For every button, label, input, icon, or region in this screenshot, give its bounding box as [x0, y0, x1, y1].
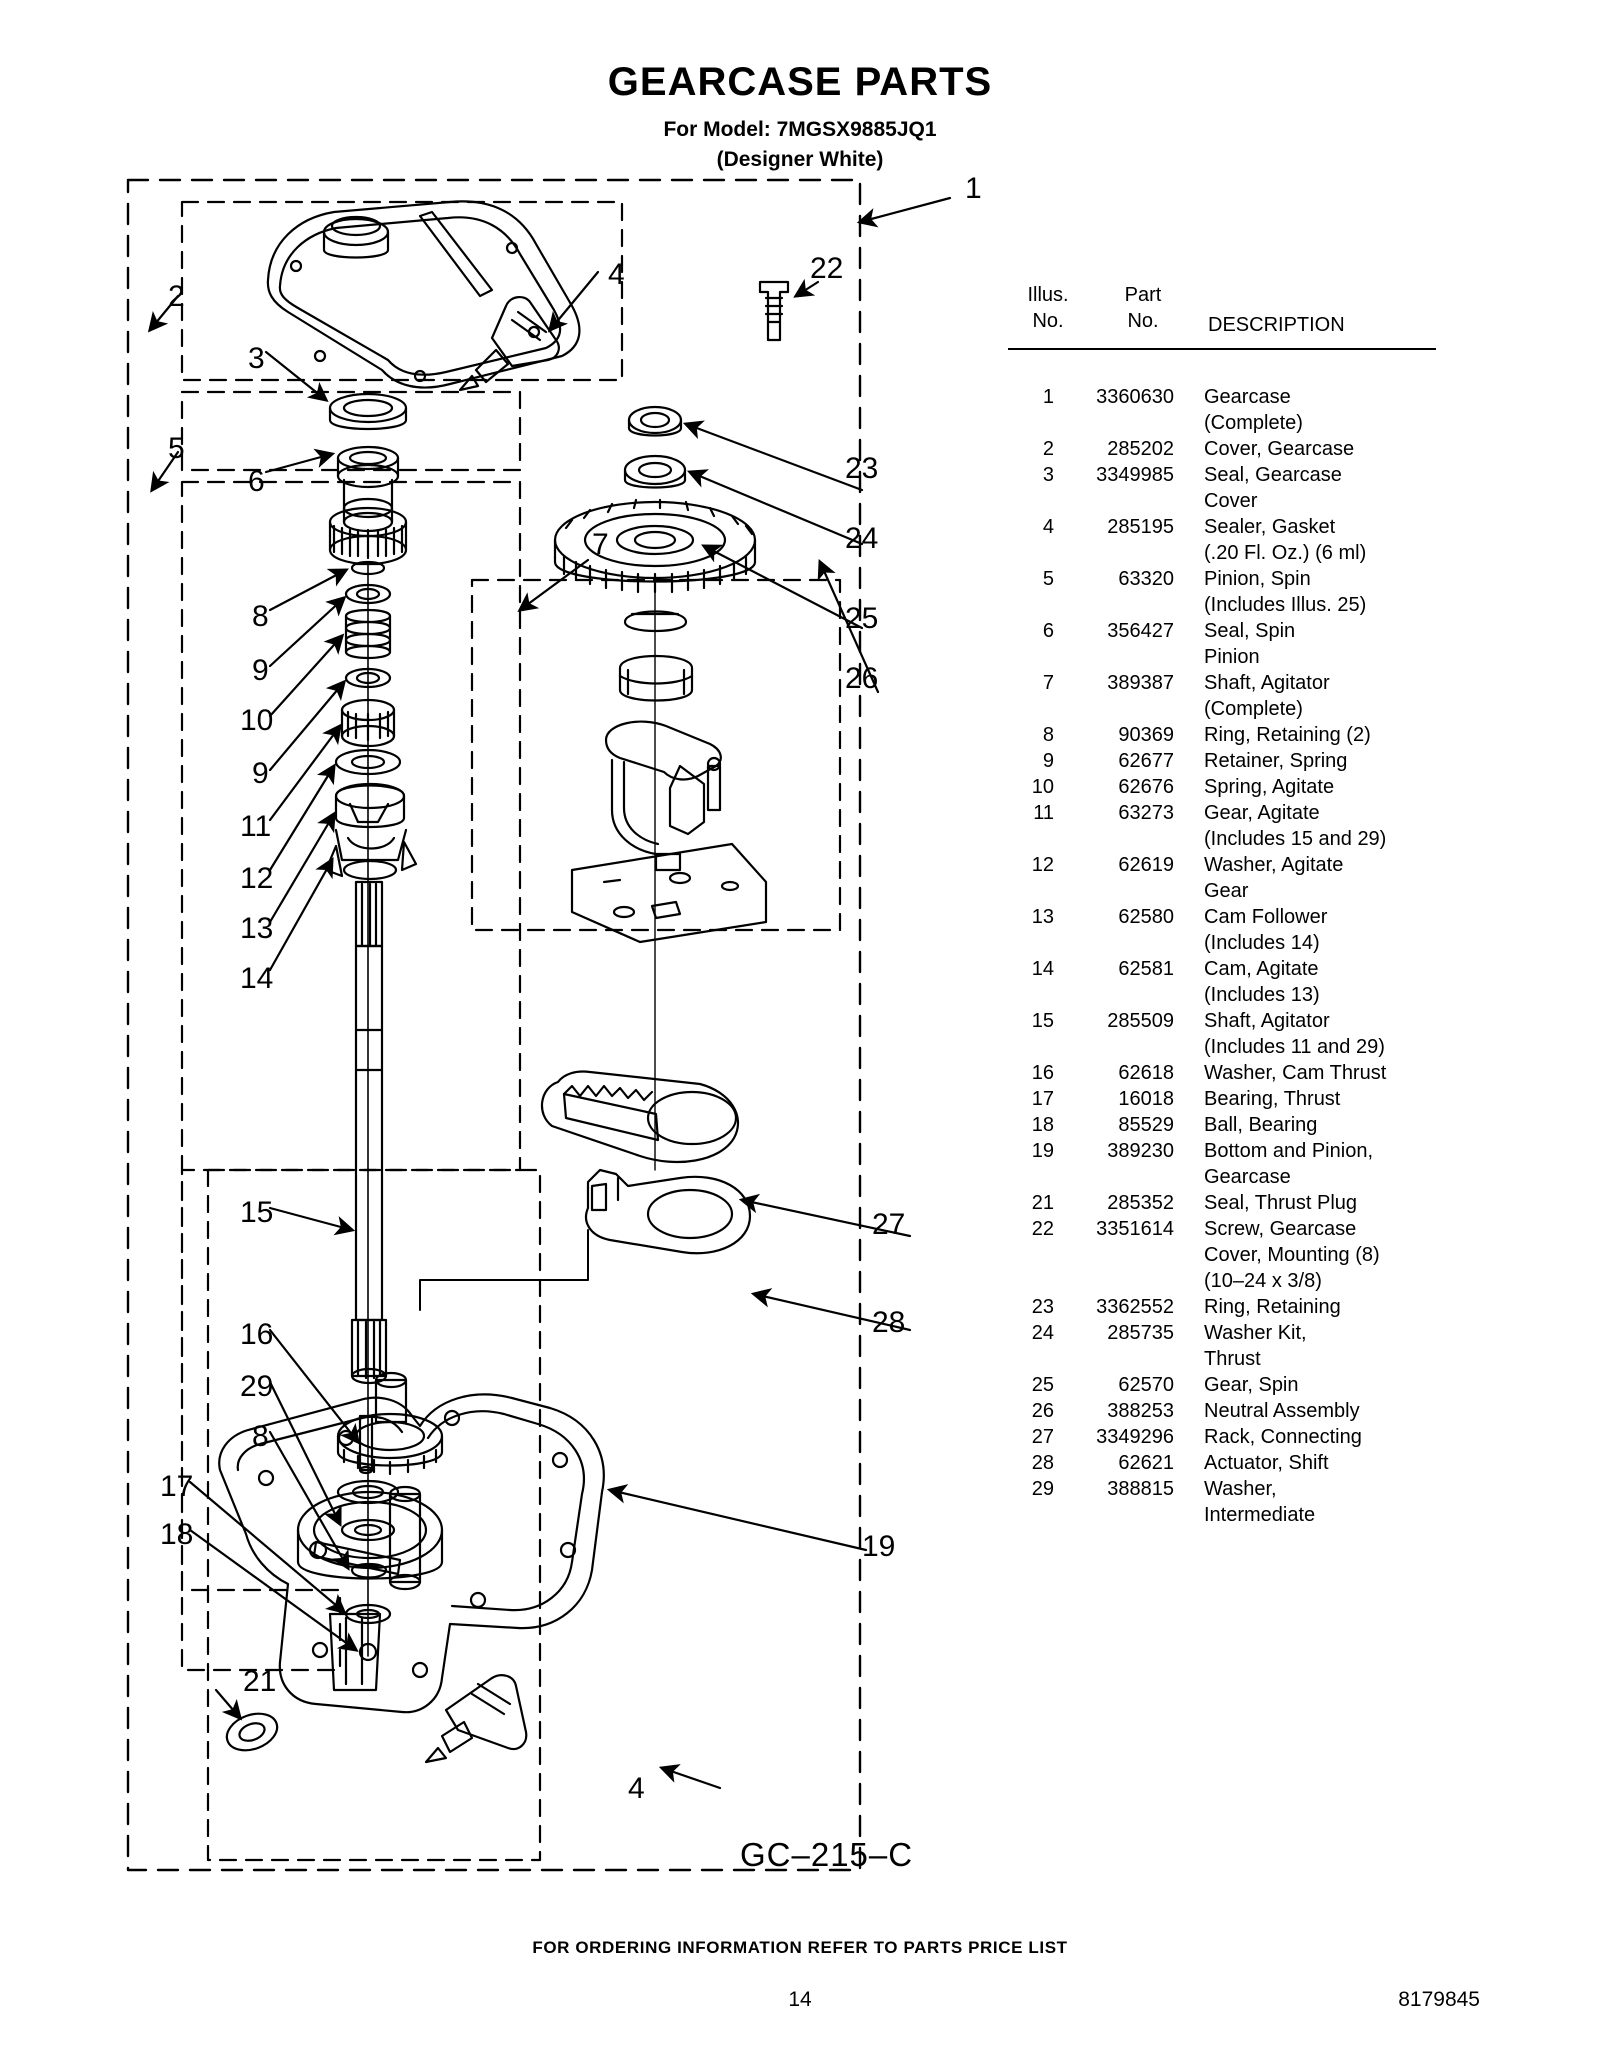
table-row	[1008, 672, 1478, 698]
cell-description: Pinion, Spin	[1204, 568, 1311, 590]
cell-part-no: 388815	[1107, 1478, 1174, 1500]
callout-18: 18	[160, 1518, 194, 1551]
table-row	[1008, 1348, 1478, 1374]
cell-description: Cover, Gearcase	[1204, 438, 1355, 460]
callout-22: 22	[810, 252, 844, 285]
cell-illus-no: 10	[1031, 776, 1054, 798]
cell-illus-no: 15	[1031, 1010, 1054, 1032]
cell-description: (Includes 11 and 29)	[1204, 1036, 1385, 1058]
cell-illus-no: 18	[1031, 1114, 1054, 1136]
cell-description: Pinion	[1204, 646, 1260, 668]
table-row	[1008, 802, 1478, 828]
table-row	[1008, 1114, 1478, 1140]
table-row	[1008, 958, 1478, 984]
cell-description: Thrust	[1204, 1348, 1261, 1370]
callout-3: 3	[248, 342, 265, 375]
cell-part-no: 85529	[1118, 1114, 1174, 1136]
table-row	[1008, 620, 1478, 646]
table-row	[1008, 490, 1478, 516]
cell-description: Gearcase	[1204, 386, 1291, 408]
callout-10: 10	[240, 704, 274, 737]
cell-part-no: 3362552	[1096, 1296, 1174, 1318]
cell-illus-no: 4	[1042, 516, 1054, 538]
cell-description: Shaft, Agitator	[1204, 1010, 1330, 1032]
model-line: For Model: 7MGSX9885JQ1	[663, 118, 937, 141]
cell-illus-no: 17	[1031, 1088, 1054, 1110]
cell-description: (Includes 14)	[1204, 932, 1320, 954]
table-row	[1008, 1010, 1478, 1036]
table-row	[1008, 1478, 1478, 1504]
cell-description: Washer, Cam Thrust	[1204, 1062, 1387, 1084]
cell-part-no: 285202	[1107, 438, 1174, 460]
cell-part-no: 285735	[1107, 1322, 1174, 1344]
cell-description: Gear	[1204, 880, 1249, 902]
cell-description: Ring, Retaining	[1204, 1296, 1341, 1318]
cell-part-no: 63320	[1118, 568, 1174, 590]
cell-description: Washer Kit,	[1204, 1322, 1307, 1344]
cell-description: Gear, Agitate	[1204, 802, 1320, 824]
cell-illus-no: 19	[1031, 1140, 1054, 1162]
table-row	[1008, 1426, 1478, 1452]
cell-part-no: 285352	[1107, 1192, 1174, 1214]
table-row	[1008, 1218, 1478, 1244]
header-part-line1: Part	[1124, 284, 1162, 306]
callout-8-upper: 8	[252, 600, 269, 633]
table-row	[1008, 464, 1478, 490]
cell-part-no: 90369	[1118, 724, 1174, 746]
table-row	[1008, 1036, 1478, 1062]
cell-part-no: 62619	[1118, 854, 1174, 876]
table-header-rule	[1008, 348, 1436, 350]
cell-part-no: 3351614	[1096, 1218, 1174, 1240]
cell-description: Intermediate	[1204, 1504, 1316, 1526]
cell-description: Screw, Gearcase	[1204, 1218, 1357, 1240]
cell-part-no: 389230	[1107, 1140, 1174, 1162]
callout-15: 15	[240, 1196, 274, 1229]
callout-23: 23	[845, 452, 879, 485]
table-row	[1008, 1088, 1478, 1114]
cell-illus-no: 2	[1042, 438, 1054, 460]
callout-4-upper: 4	[608, 258, 625, 291]
parts-table-header	[1008, 282, 1468, 344]
cell-description: Gear, Spin	[1204, 1374, 1299, 1396]
cell-description: Bottom and Pinion,	[1204, 1140, 1373, 1162]
callout-16: 16	[240, 1318, 274, 1351]
table-row	[1008, 724, 1478, 750]
page-title: GEARCASE PARTS	[607, 60, 993, 104]
cell-description: Cover, Mounting (8)	[1204, 1244, 1380, 1266]
callout-6: 6	[248, 465, 265, 498]
table-row	[1008, 516, 1478, 542]
table-row	[1008, 854, 1478, 880]
ordering-note: FOR ORDERING INFORMATION REFER TO PARTS PRICE LIST	[532, 1938, 1068, 1957]
cell-part-no: 16018	[1118, 1088, 1174, 1110]
cell-description: Cam Follower	[1204, 906, 1328, 928]
table-row	[1008, 1140, 1478, 1166]
cell-part-no: 62677	[1118, 750, 1174, 772]
table-row	[1008, 1400, 1478, 1426]
cell-part-no: 62618	[1118, 1062, 1174, 1084]
header-illus-line2: No.	[1032, 310, 1064, 332]
callout-21: 21	[243, 1665, 277, 1698]
diagram-svg	[120, 170, 980, 1890]
table-row	[1008, 750, 1478, 776]
cell-part-no: 63273	[1118, 802, 1174, 824]
cell-part-no: 389387	[1107, 672, 1174, 694]
cell-illus-no: 1	[1042, 386, 1054, 408]
table-row	[1008, 698, 1478, 724]
table-row	[1008, 1192, 1478, 1218]
callout-7: 7	[592, 528, 609, 561]
table-row	[1008, 386, 1478, 412]
cell-part-no: 3349296	[1096, 1426, 1174, 1448]
callout-26: 26	[845, 662, 879, 695]
callout-1: 1	[965, 172, 982, 205]
diagram-code: GC–215–C	[740, 1836, 914, 1873]
table-row	[1008, 828, 1478, 854]
callout-2: 2	[168, 280, 185, 313]
table-row	[1008, 594, 1478, 620]
cell-part-no: 285509	[1107, 1010, 1174, 1032]
cell-description: Seal, Spin	[1204, 620, 1296, 642]
callout-8-lower: 8	[252, 1420, 269, 1453]
cell-description: Rack, Connecting	[1204, 1426, 1362, 1448]
cell-illus-no: 29	[1031, 1478, 1054, 1500]
callout-5: 5	[168, 432, 185, 465]
cell-illus-no: 5	[1042, 568, 1054, 590]
callout-9-upper: 9	[252, 654, 269, 687]
callout-14: 14	[240, 962, 274, 995]
table-row	[1008, 1452, 1478, 1478]
cell-description: Seal, Thrust Plug	[1204, 1192, 1358, 1214]
cell-illus-no: 12	[1031, 854, 1054, 876]
cell-description: (Includes Illus. 25)	[1204, 594, 1367, 616]
cell-description: (.20 Fl. Oz.) (6 ml)	[1204, 542, 1367, 564]
callout-4-lower: 4	[628, 1772, 645, 1805]
cell-illus-no: 3	[1042, 464, 1054, 486]
table-row	[1008, 1166, 1478, 1192]
parts-table-body	[1008, 386, 1478, 1530]
cell-description: Retainer, Spring	[1204, 750, 1348, 772]
callout-19: 19	[862, 1530, 896, 1563]
cell-illus-no: 6	[1042, 620, 1054, 642]
callout-24: 24	[845, 522, 879, 555]
callout-25: 25	[845, 602, 879, 635]
cell-part-no: 3349985	[1096, 464, 1174, 486]
cell-description: Ring, Retaining (2)	[1204, 724, 1371, 746]
table-row	[1008, 412, 1478, 438]
page-number: 14	[788, 1988, 812, 2011]
cell-part-no: 62581	[1118, 958, 1174, 980]
table-row	[1008, 568, 1478, 594]
cell-description: Washer,	[1204, 1478, 1277, 1500]
cell-illus-no: 27	[1031, 1426, 1054, 1448]
cell-illus-no: 22	[1031, 1218, 1054, 1240]
cell-description: Cover	[1204, 490, 1258, 512]
table-row	[1008, 1322, 1478, 1348]
cell-description: Sealer, Gasket	[1204, 516, 1336, 538]
cell-illus-no: 7	[1042, 672, 1054, 694]
table-row	[1008, 776, 1478, 802]
header-description: DESCRIPTION	[1208, 314, 1345, 336]
table-row	[1008, 542, 1478, 568]
table-row	[1008, 1374, 1478, 1400]
cell-illus-no: 26	[1031, 1400, 1054, 1422]
cell-illus-no: 14	[1031, 958, 1054, 980]
cell-illus-no: 11	[1033, 802, 1054, 824]
cell-description: Ball, Bearing	[1204, 1114, 1318, 1136]
table-row	[1008, 1270, 1478, 1296]
cell-part-no: 388253	[1107, 1400, 1174, 1422]
cell-illus-no: 9	[1042, 750, 1054, 772]
table-row	[1008, 1504, 1478, 1530]
callout-9-lower: 9	[252, 757, 269, 790]
table-row	[1008, 984, 1478, 1010]
color-line: (Designer White)	[716, 148, 884, 171]
callout-17: 17	[160, 1470, 194, 1503]
callout-28: 28	[872, 1306, 906, 1339]
table-row	[1008, 646, 1478, 672]
exploded-diagram	[120, 170, 980, 1890]
cell-description: Shaft, Agitator	[1204, 672, 1330, 694]
cell-description: (Complete)	[1204, 698, 1303, 720]
callout-27: 27	[872, 1208, 906, 1241]
cell-description: (Complete)	[1204, 412, 1303, 434]
cell-part-no: 356427	[1107, 620, 1174, 642]
cell-illus-no: 24	[1031, 1322, 1054, 1344]
cell-illus-no: 21	[1031, 1192, 1054, 1214]
table-row	[1008, 932, 1478, 958]
cell-description: (Includes 15 and 29)	[1204, 828, 1387, 850]
header-illus-line1: Illus.	[1027, 284, 1069, 306]
cell-part-no: 62621	[1118, 1452, 1174, 1474]
cell-part-no: 62580	[1118, 906, 1174, 928]
cell-description: Spring, Agitate	[1204, 776, 1335, 798]
cell-illus-no: 16	[1031, 1062, 1054, 1084]
table-row	[1008, 438, 1478, 464]
document-number: 8179845	[1398, 1988, 1480, 2011]
cell-description: (10–24 x 3/8)	[1204, 1270, 1322, 1292]
cell-illus-no: 8	[1042, 724, 1054, 746]
callout-11: 11	[240, 810, 272, 843]
header-part-line2: No.	[1127, 310, 1159, 332]
cell-illus-no: 23	[1031, 1296, 1054, 1318]
table-row	[1008, 1062, 1478, 1088]
table-row	[1008, 906, 1478, 932]
cell-illus-no: 25	[1031, 1374, 1054, 1396]
cell-description: Washer, Agitate	[1204, 854, 1344, 876]
cell-illus-no: 13	[1031, 906, 1054, 928]
cell-description: Cam, Agitate	[1204, 958, 1319, 980]
table-row	[1008, 1244, 1478, 1270]
cell-description: (Includes 13)	[1204, 984, 1320, 1006]
cell-part-no: 62676	[1118, 776, 1174, 798]
cell-part-no: 62570	[1118, 1374, 1174, 1396]
callout-12: 12	[240, 862, 274, 895]
callout-13: 13	[240, 912, 274, 945]
cell-description: Neutral Assembly	[1204, 1400, 1360, 1422]
table-row	[1008, 880, 1478, 906]
cell-description: Gearcase	[1204, 1166, 1291, 1188]
callout-29: 29	[240, 1370, 274, 1403]
cell-illus-no: 28	[1031, 1452, 1054, 1474]
cell-description: Seal, Gearcase	[1204, 464, 1342, 486]
cell-part-no: 3360630	[1096, 386, 1174, 408]
cell-description: Bearing, Thrust	[1204, 1088, 1341, 1110]
cell-description: Actuator, Shift	[1204, 1452, 1329, 1474]
table-row	[1008, 1296, 1478, 1322]
cell-part-no: 285195	[1107, 516, 1174, 538]
